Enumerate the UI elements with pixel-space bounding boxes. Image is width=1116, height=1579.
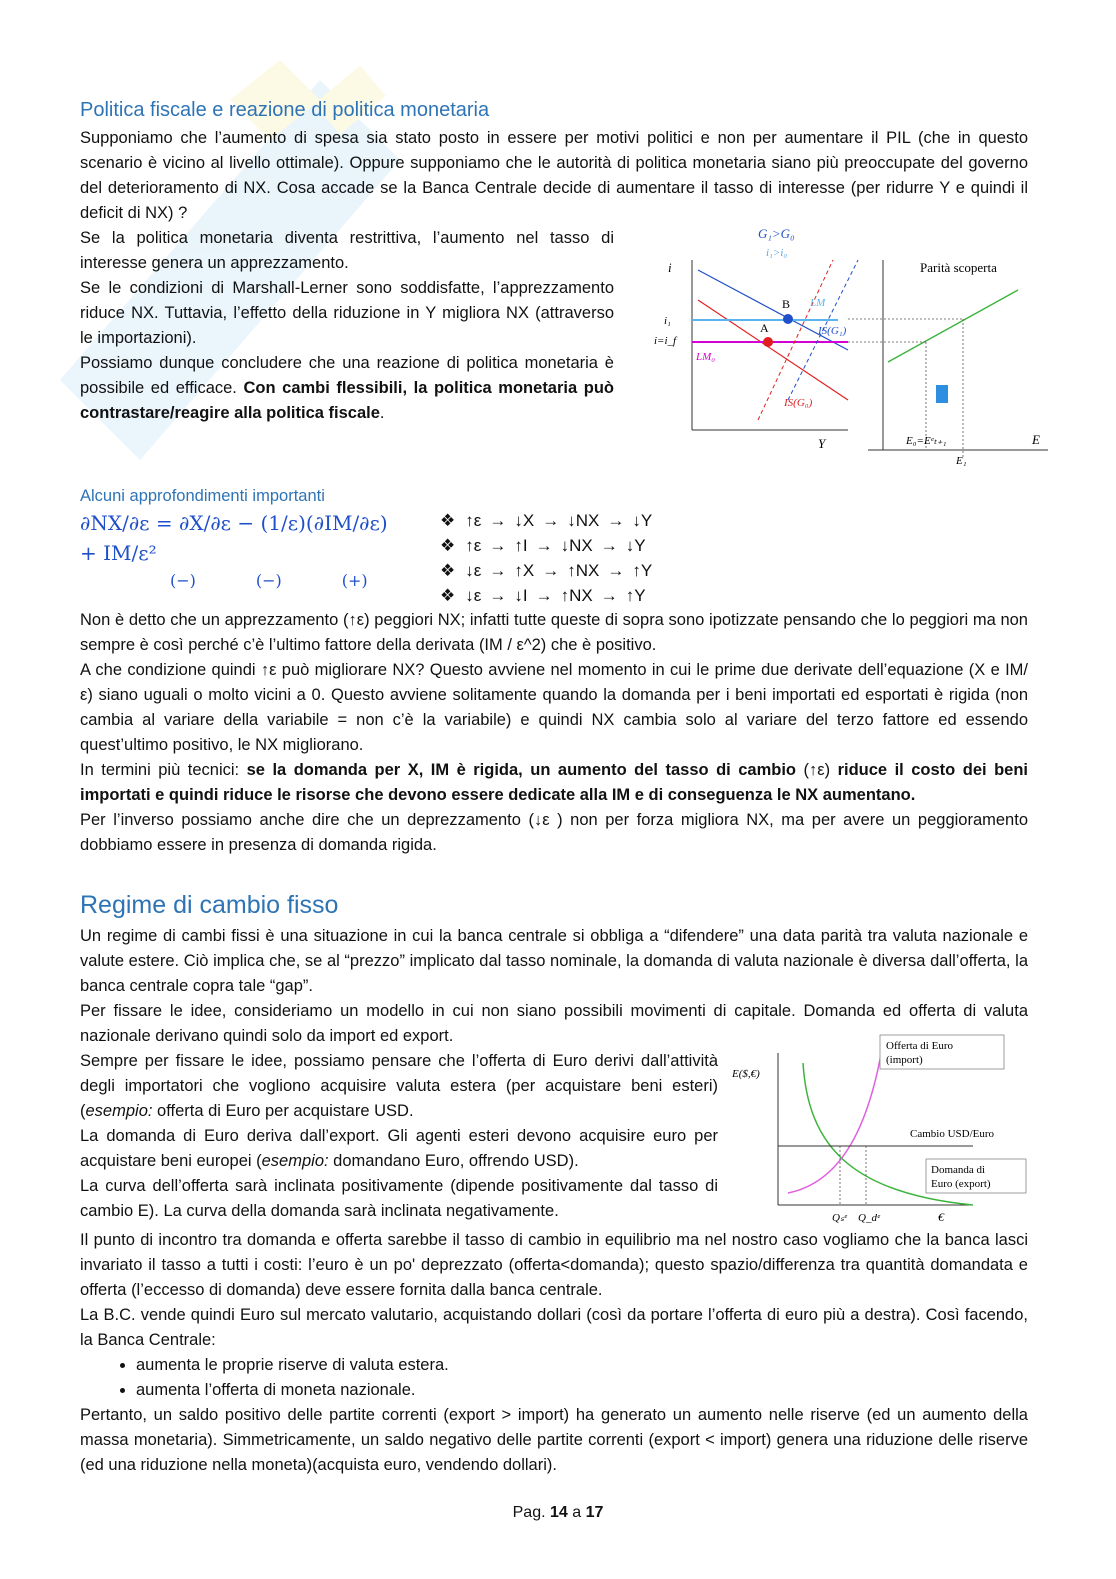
paragraph: Pertanto, un saldo positivo delle partite correnti (export > import) ha generato un aumento nelle riserve (ed un aumento della massa monetaria). Simmetricamente, un saldo negativo delle partite correnti (export < import) genera una riduzione delle riserve (ed una riduzione nella moneta)(acquista euro, vendendo dollari). xyxy=(80,1406,1028,1474)
axis-label-e: E xyxy=(1032,432,1040,447)
list-item: ❖ ↑ε → ↓X → ↓NX → ↓Y xyxy=(440,508,652,533)
islm-parity-figure xyxy=(654,220,1058,470)
chain-list xyxy=(440,508,652,608)
label-demand: Domanda di xyxy=(931,1164,986,1176)
current-page: 14 xyxy=(549,1504,568,1521)
axis-label-y: Y xyxy=(818,436,826,451)
label-i-if: i=i_f xyxy=(654,335,677,347)
formula-row xyxy=(80,508,1028,608)
label-lm: LM xyxy=(810,297,826,309)
label-is-g1: IS(G₁) xyxy=(818,325,847,337)
currency-market-figure xyxy=(728,1033,1028,1228)
label-is-g0: IS(G₀) xyxy=(784,397,813,409)
formula-text: ∂NX/∂ε = ∂X/∂ε − (1/ε)(∂IM/∂ε) + IM/ε² xyxy=(80,511,388,565)
text-span: In termini più tecnici: xyxy=(80,761,247,779)
label-e0: E₀=Eᵉₜ₊₁ xyxy=(906,435,947,447)
label-i1-i0: i₁>i₀ xyxy=(766,247,788,259)
axis-label-e-usd-eur: E($,€) xyxy=(732,1068,760,1080)
label-lm0: LM₀ xyxy=(696,351,716,363)
section-title-insights: Alcuni approfondimenti importanti xyxy=(80,487,325,505)
page-content xyxy=(80,96,1040,1478)
list-item: ❖ ↓ε → ↑X → ↑NX → ↑Y xyxy=(440,558,652,583)
text-span: La domanda di Euro deriva dall’export. Gli agenti esteri devono acquisire euro per acquistare beni europei ( xyxy=(80,1127,718,1170)
label-qd: Q_dᵉ xyxy=(858,1212,880,1224)
list-item: • aumenta le proprie riserve di valuta estera. xyxy=(136,1353,1028,1378)
is-g1-line xyxy=(698,270,848,350)
page-footer xyxy=(0,1504,1116,1522)
label-supply: Offerta di Euro xyxy=(886,1040,953,1052)
axis-label-euro: € xyxy=(938,1210,944,1224)
paragraph: A che condizione quindi ↑ε può migliorare NX? Questo avviene nel momento in cui le prime due derivate dell’equazione (X e IM/ ε) siano uguali o molto vicini a 0. Questo avviene solitamente quando la domanda per i beni importati ed esportati è rigida (non cambia al variare della variabile = non c’è la variabile) e quindi NX cambia solo al variare del terzo fattore ed essendo quest’ultimo positivo, le NX migliorano. xyxy=(80,661,1028,754)
list-item: ❖ ↓ε → ↓I → ↑NX → ↑Y xyxy=(440,583,652,608)
bold-conclusion: Con cambi flessibili, la politica monetaria può contrastare/reagire alla politica fiscale xyxy=(80,379,614,422)
arrow-right-icon xyxy=(936,385,948,403)
bold-text: se la domanda per X, IM è rigida, un aumento del tasso di cambio xyxy=(246,761,796,779)
left-column xyxy=(80,226,614,470)
axis-label-i: i xyxy=(668,260,672,275)
parity-line xyxy=(888,290,1018,362)
text-span: Sempre per fissare le idee, possiamo pensare che l’offerta di Euro derivi dall’attività degli importatori che vogliono acquisire valuta estera (per acquistare beni esteri) ( xyxy=(80,1052,718,1120)
bullet-list xyxy=(80,1353,1028,1403)
label-demand-export: Euro (export) xyxy=(931,1178,991,1190)
paragraph: Se le condizioni di Marshall-Lerner sono soddisfatte, l’apprezzamento riduce NX. Tuttavia, l’effetto della riduzione in Y migliora NX (attraverso le importazioni). xyxy=(80,279,614,347)
text-span: offerta di Euro per acquistare USD. xyxy=(152,1102,414,1120)
sign: (−) xyxy=(170,571,196,590)
label-g1-g0: G₁>G₀ xyxy=(758,226,795,241)
label-supply-import: (import) xyxy=(886,1054,923,1066)
label-a: A xyxy=(760,321,769,335)
paragraph: Per fissare le idee, consideriamo un modello in cui non siano possibili movimenti di capitale. Domanda ed offerta di valuta nazionale derivano quindi solo da import ed export. xyxy=(80,1002,1028,1045)
footer-mid: a xyxy=(567,1504,586,1521)
supply-curve xyxy=(788,1043,883,1193)
is-g0-line xyxy=(698,300,848,400)
bold-text: riduce il costo dei beni importati e quindi riduce le risorse che devono essere dedicate alla IM e di conseguenza le NX aumentano. xyxy=(80,761,1028,804)
bullet-icon: ❖ xyxy=(440,511,456,530)
label-parity: Parità scoperta xyxy=(920,260,997,275)
bullet-icon: ❖ xyxy=(440,586,456,605)
sign: (+) xyxy=(341,571,368,590)
italic-text: esempio: xyxy=(261,1152,329,1170)
sign: (−) xyxy=(255,571,282,590)
paragraph xyxy=(80,1049,718,1124)
label-b: B xyxy=(782,297,791,311)
paragraph xyxy=(80,1124,718,1174)
text-span: Possiamo dunque concludere che una reazione di politica monetaria è possibile ed efficace. xyxy=(80,354,614,397)
paragraph: Non è detto che un apprezzamento (↑ε) peggiori NX; infatti tutte queste di sopra sono ipotizzate pensando che lo peggiori ma non sempre è così perché c’è l’ultimo fattore della derivata (IM / ε^2) che è positivo. xyxy=(80,611,1028,654)
list-item: ❖ ↑ε → ↑I → ↓NX → ↓Y xyxy=(440,533,652,558)
bullet-icon: ❖ xyxy=(440,561,456,580)
left-column-2 xyxy=(80,1049,718,1228)
point-a xyxy=(763,337,773,347)
text-span: domandano Euro, offrendo USD). xyxy=(328,1152,579,1170)
bullet-icon: ❖ xyxy=(440,536,456,555)
section-title-fixed-exchange: Regime di cambio fisso xyxy=(80,891,339,919)
text-span: . xyxy=(379,404,385,422)
paragraph: Un regime di cambi fissi è una situazione in cui la banca centrale si obbliga a “difendere” una data parità tra valuta nazionale e valute estere. Ciò implica che, se al “prezzo” implicato dal tasso nominale, la domanda di valuta nazionale è diversa dall’offerta, la banca centrale copra tale “gap”. xyxy=(80,927,1028,995)
paragraph: Se la politica monetaria diventa restrittiva, l’aumento nel tasso di interesse genera un apprezzamento. xyxy=(80,229,614,272)
section-title-fiscal-policy: Politica fiscale e reazione di politica monetaria xyxy=(80,99,490,121)
point-b xyxy=(783,314,793,324)
text-figure-row xyxy=(80,226,1040,470)
paragraph: La B.C. vende quindi Euro sul mercato valutario, acquistando dollari (così da portare l’offerta di euro più a destra). Così facendo, la Banca Centrale: xyxy=(80,1306,1028,1349)
paragraph: Supponiamo che l’aumento di spesa sia stato posto in essere per motivi politici e non per aumentare il PIL (che in questo scenario è vicino al livello ottimale). Oppure supponiamo che le autorità di politica monetaria siano più preoccupate del governo del deterioramento di NX. Cosa accade se la Banca Centrale decide di aumentare il tasso di interesse (per ridurre Y e quindi il deficit di NX) ? xyxy=(80,129,1028,222)
label-qs: Qₛᵉ xyxy=(832,1212,847,1224)
text-span: (↑ε) xyxy=(796,761,838,779)
label-exchange-rate: Cambio USD/Euro xyxy=(910,1128,995,1140)
text-figure-row-2 xyxy=(80,1040,1028,1228)
paragraph: Il punto di incontro tra domanda e offerta sarebbe il tasso di cambio in equilibrio ma nel nostro caso vogliamo che la banca lasci invariato il tasso a tutti i costi: l’euro è un po' deprezzato (offerta<domanda); questo spazio/differenza tra quantità domandata e offerta (l’eccesso di domanda) deve essere fornita dalla banca centrale. xyxy=(80,1231,1028,1299)
italic-text: esempio: xyxy=(85,1102,153,1120)
formula-signs xyxy=(80,568,400,593)
paragraph xyxy=(80,351,614,426)
total-pages: 17 xyxy=(585,1504,604,1521)
list-item: • aumenta l’offerta di moneta nazionale. xyxy=(136,1378,1028,1403)
paragraph: Per l’inverso possiamo anche dire che un deprezzamento (↓ε ) non per forza migliora NX, ma per avere un peggioramento dobbiamo essere in presenza di domanda rigida. xyxy=(80,811,1028,854)
handwritten-formula xyxy=(80,508,400,593)
paragraph: La curva dell’offerta sarà inclinata positivamente (dipende positivamente dal tasso di cambio E). La curva della domanda sarà inclinata negativamente. xyxy=(80,1177,718,1220)
label-e1: E₁ xyxy=(956,455,967,467)
label-i1: i₁ xyxy=(664,315,671,327)
footer-prefix: Pag. xyxy=(512,1504,550,1521)
paragraph xyxy=(80,758,1028,808)
